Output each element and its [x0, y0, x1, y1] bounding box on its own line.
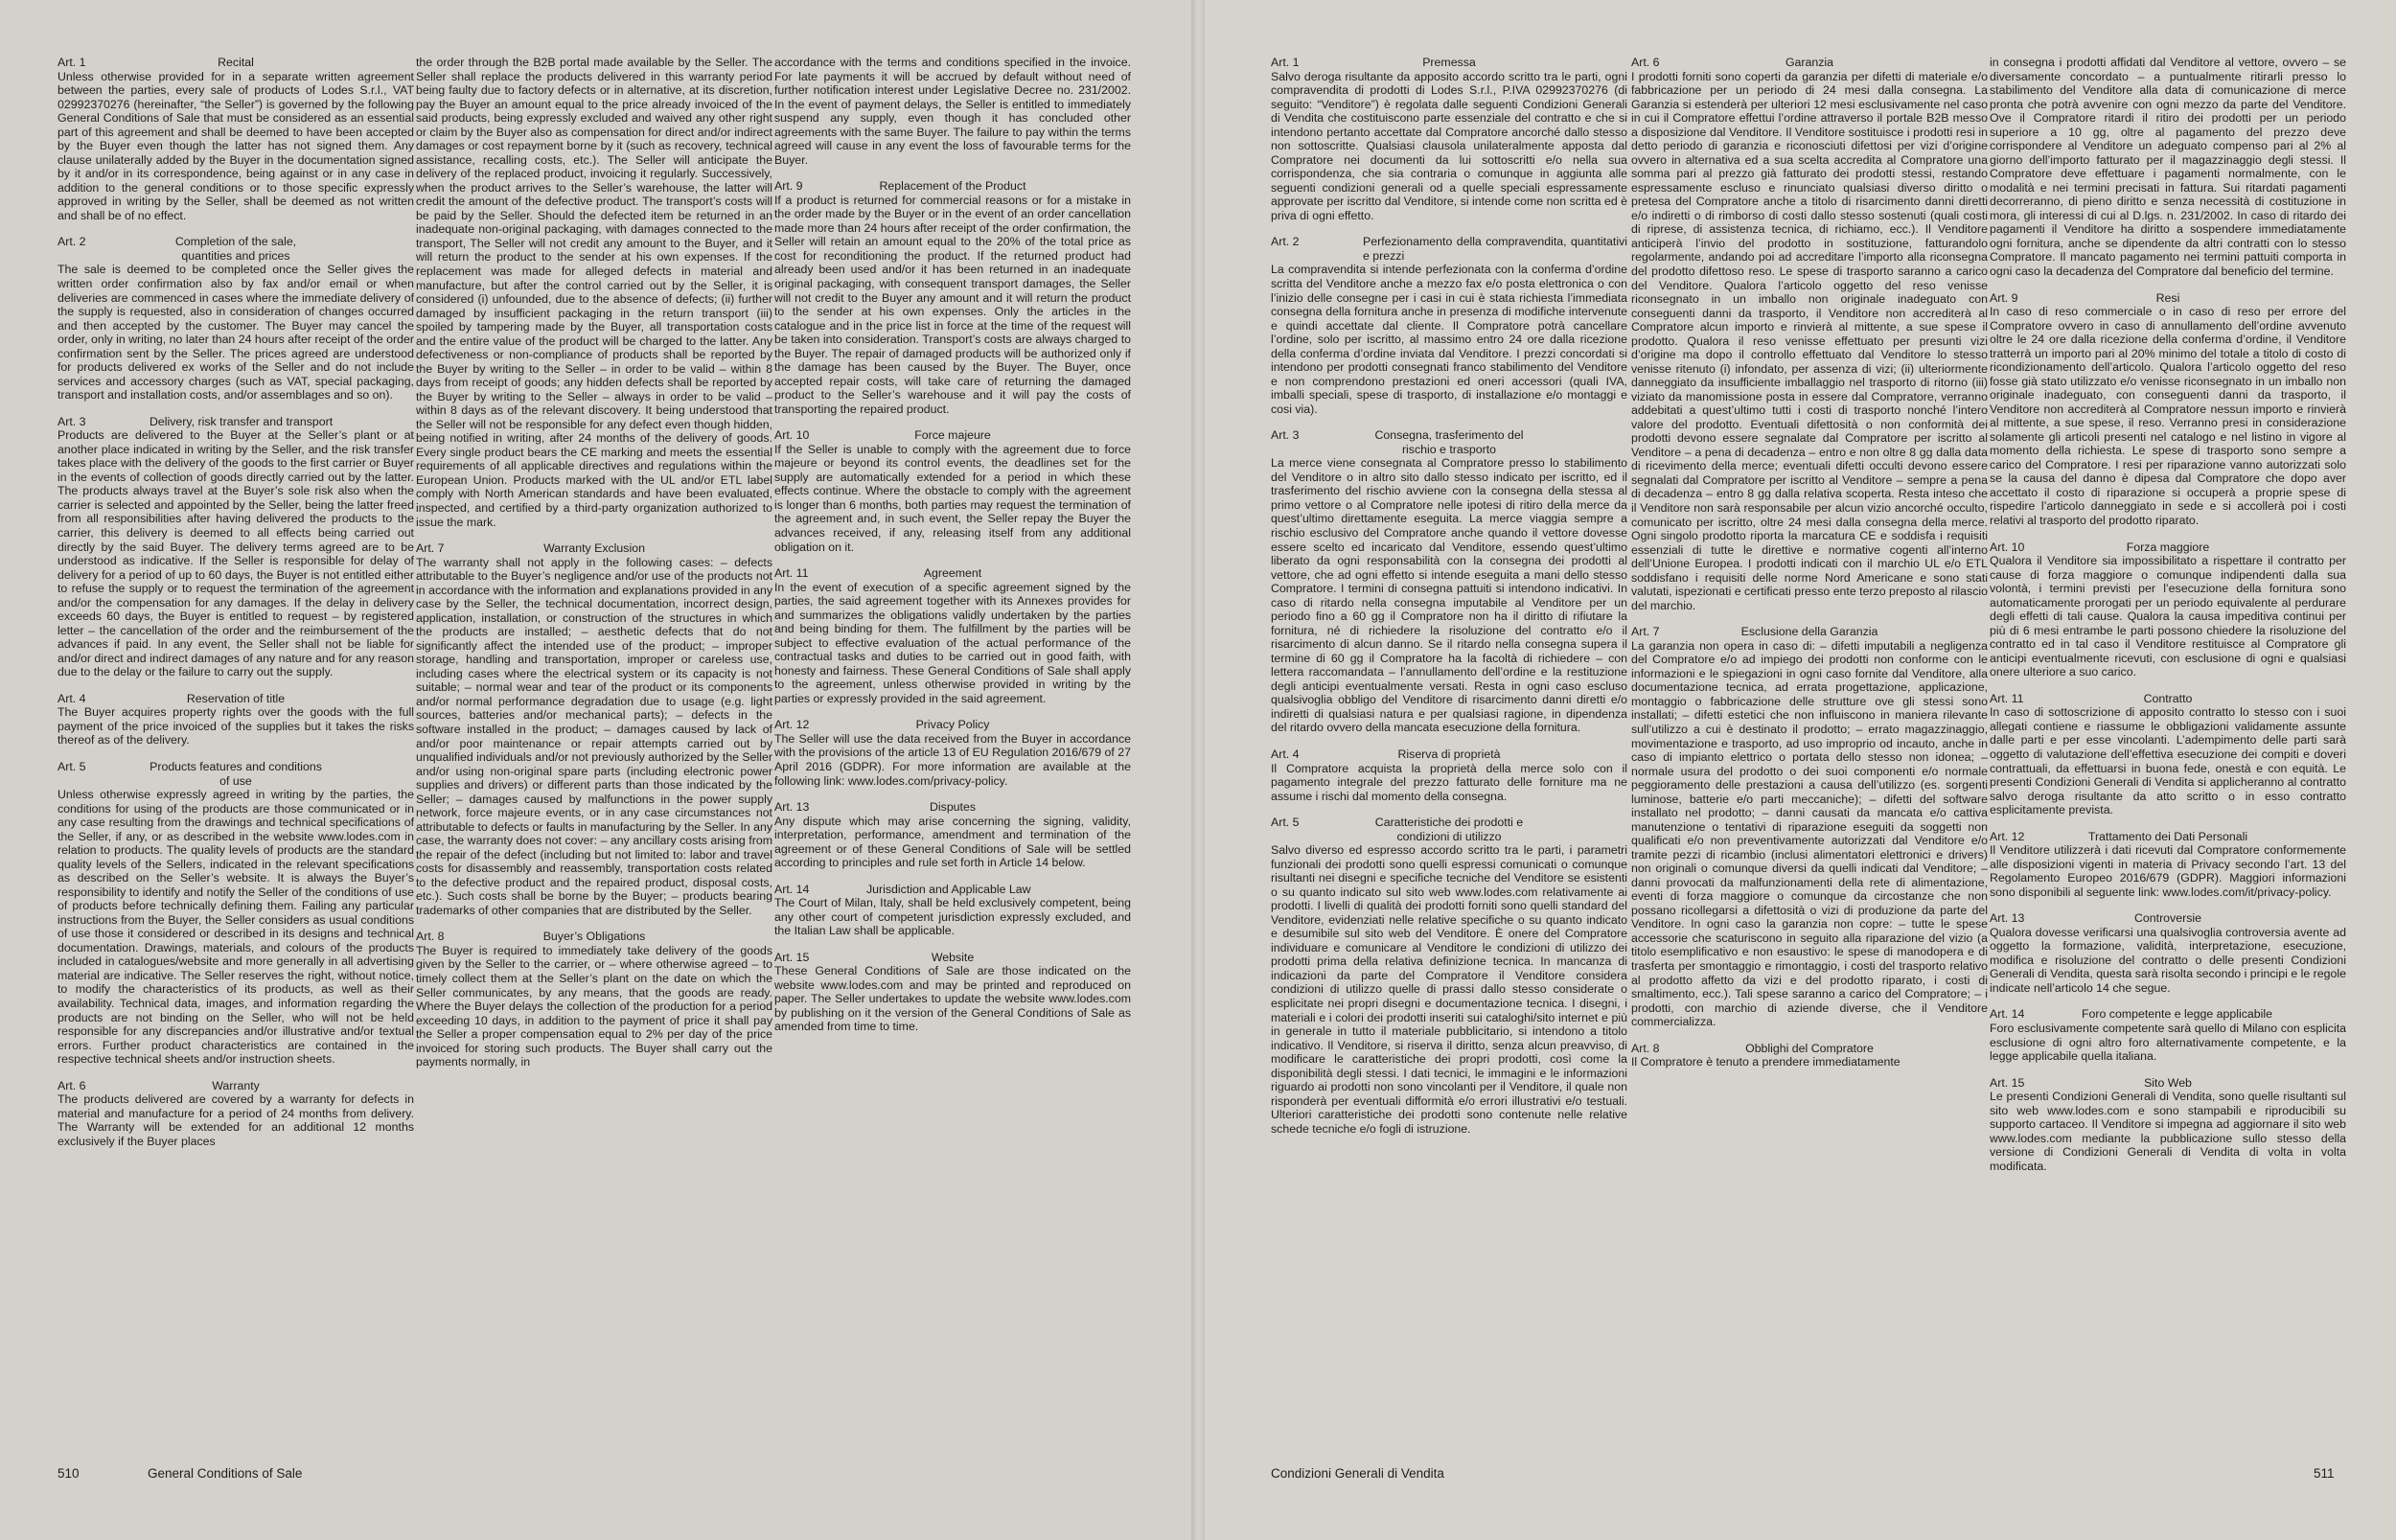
article-title: Forza maggiore	[2126, 540, 2210, 554]
left-footer-title: General Conditions of Sale	[148, 1466, 303, 1481]
article-body: La merce viene consegnata al Compratore presso lo stabilimento del Venditore o in altro sito dallo stesso indicato per iscritto, ed il trasferimento del rischio avviene con la consegna della stessa al primo vettore o al Compratore nelle ipotesi di ritiro della merce da quest’ultimo direttamente eseguita. La merce viaggia sempre a rischio esclusivo del Compratore anche quando il vettore dovesse essere scelto ed incaricato dal Venditore, essendo quest’ultimo liberato da ogni responsabilità con la consegna dei prodotti al vettore, che ad ogni effetto si intende eseguita a mani dello stesso Compratore. I termini di consegna pattuiti si intendono indicativi. In caso di ritardo nella consegna imputabile al Venditore per un periodo fino a 60 gg il Compratore non ha il diritto di rifiutare la fornitura, né di richiedere la risoluzione del contratto e/o il risarcimento di alcun danno. Se il ritardo nella consegna supera il termine di 60 gg il Compratore ha la facoltà di richiedere – con lettera raccomandata – l’annullamento dell’ordine e la restituzione degli anticipi eventualmente versati. Resta in ogni caso escluso qualsivoglia obbligo del Venditore di risarcimento danni diretti e/o indiretti di qualsiasi natura e per qualsiasi ragione, in dipendenza del ritardo ovvero della mancata esecuzione della fornitura.	[1271, 456, 1627, 735]
article-heading	[58, 415, 414, 429]
right-column-2	[1631, 56, 1988, 1464]
article-body: The products delivered are covered by a warranty for defects in material and manufacture for a period of 24 months from delivery. The Warranty will be extended for an additional 12 months exclusively if the Buyer places	[58, 1092, 414, 1148]
article	[58, 760, 414, 1067]
right-page-number: 511	[2314, 1466, 2335, 1481]
article-title: Privacy Policy	[915, 718, 990, 732]
article-heading	[416, 930, 772, 944]
article-body: the order through the B2B portal made available by the Seller. The Seller shall replace the products delivered in this warranty period being faulty due to factory defects or in alternative, at its discretion, pay the Buyer an amount equal to the price already invoiced of the said products, being expressly excluded and waived any other right or claim by the Buyer also as compensation for direct and/or indirect damages or cost repayment borne by it (such as recovery, technical assistance, recalling costs, etc.). The Seller will anticipate the delivery of the replaced product, invoicing it regularly. Successively, when the product arrives to the Seller’s warehouse, the latter will credit the amount of the defective product. The transport’s costs will be paid by the Seller. Should the defected item be returned in an inadequate non-original packaging, with damages connected to the transport, The Seller will not credit any amount to the Buyer, and it will return the product to the sender at his own expenses. If the replacement was made for alleged defects in material and manufacture, but after the control carried out by the Seller, it is considered (i) unfounded, due to the absence of defects; (ii) further damaged by insufficient packaging in the return transport (iii) spoiled by tampering made by the Buyer, all transportation costs and the entire value of the product will be charged to the latter. Any defectiveness or non-compliance of products shall be reported by the Buyer by writing to the Seller – in order to be valid – within 8 days from receipt of goods; any hidden defects shall be reported by the Buyer by writing to the Seller – always in order to be valid – within 8 days as of the relevant discovery. It being understood that the Seller will not be responsible for any defect even though hidden, being notified in writing, after 24 months of the delivery of goods. Every single product bears the CE marking and meets the essential requirements of all applicable directives and regulations within the European Union. Products marked with the UL and/or ETL label comply with North American standards and have been evaluated, inspected, and certified by a third-party organization authorized to issue the mark.	[416, 56, 772, 529]
article-heading	[1271, 428, 1627, 456]
article-title: Website	[931, 950, 975, 964]
article	[1990, 56, 2346, 279]
article	[1990, 830, 2346, 900]
left-column-2	[416, 56, 772, 1464]
article-number: Art. 9	[1990, 290, 2018, 305]
article-title: Agreement	[923, 566, 982, 581]
article-body: La garanzia non opera in caso di: – difetti imputabili a negligenza del Compratore e/o ad impiego dei prodotti non conforme con le informazioni e le spiegazioni in ogni caso fornite dal Venditore, alla documentazione tecnica, ad errata progettazione, applicazione, montaggio o fabbricazione delle strutture ove gli stessi sono installati; – difetti estetici che non influiscono in maniera rilevante sull’utilizzo a cui è destinato il prodotto; – errato magazzinaggio, movimentazione e trasporto, ad uso improprio od incauto, anche in caso di impianto elettrico o portata dello stesso non idonea; – normale usura del prodotto o dei suoi componenti e/o normale peggioramento delle prestazioni a causa dell’utilizzo (es. sorgenti luminose, batterie e/o parti meccaniche); – difetti del software installato nel prodotto; – danni causati da mancata e/o cattiva manutenzione o tentativi di riparazione eseguiti da soggetti non qualificati e/o non preventivamente autorizzati dal Venditore e/o tramite pezzi di ricambio (inclusi alimentatori elettronici e drivers) non originali o comunque diversi da quelli indicati dal Venditore; – danni provocati da malfunzionamenti della rete di alimentazione, eventi di forza maggiore o comunque da circostanze che non possano ricollegarsi a difettosità o vizi di produzione da parte del Venditore. In ogni caso la garanzia non copre: – tutte le spese accessorie che scaturiscono in seguito alla riparazione del vizio (a titolo esemplificativo e non esaustivo: le spese di manodopera e di trasferta per smontaggio e rimontaggio, i costi del trasporto relativo al prodotto affetto da vizi e del prodotto riparato, i costi di smaltimento, ecc.). Tali spese saranno a carico del Compratore; – i prodotti, con marchio di aziende diverse, che il Venditore commercializza.	[1631, 638, 1988, 1029]
article-number: Art. 1	[58, 56, 86, 69]
article-title: Resi	[2155, 290, 2180, 305]
article-number: Art. 1	[1271, 56, 1300, 69]
article-body: Il Venditore utilizzerà i dati ricevuti dal Compratore conformemente alle disposizioni vigenti in materia di Privacy secondo l’art. 13 del Regolamento Europeo 2016/679 (GDPR). Maggiori informazioni sono disponibili al seguente link: www.lodes.com/it/privacy-policy.	[1990, 843, 2346, 899]
article	[774, 883, 1131, 938]
article-heading	[1990, 1007, 2346, 1022]
article-title: Force majeure	[914, 428, 991, 443]
article-title: Caratteristiche dei prodotti e condizioni di utilizzo	[1374, 816, 1524, 843]
article	[1990, 1076, 2346, 1174]
article	[416, 56, 772, 529]
article	[1990, 291, 2346, 528]
article-number: Art. 3	[1271, 428, 1300, 443]
article-body: Any dispute which may arise concerning the signing, validity, interpretation, performance, amendment and termination of the agreement or of these General Conditions of Sale will be settled according to principles and rule set forth in Article 14 below.	[774, 814, 1131, 870]
article-number: Art. 11	[774, 566, 809, 581]
article-title: Completion of the sale, quantities and prices	[174, 235, 297, 263]
article-heading	[1271, 235, 1627, 263]
article-body: The sale is deemed to be completed once the Seller gives the written order confirmation also by fax and/or email or when deliveries are commenced in cases where the immediate delivery of the supply is requested, also in consideration of changes occurred and then accepted by the customer. The Buyer may cancel the order, only in writing, no later than 24 hours after receipt of the order confirmation sent by the Seller. The prices agreed are understood for products delivered ex works of the Seller and do not include services and accessory charges (such as VAT, special packaging, transport and installation costs, and/or assemblages and so on).	[58, 263, 414, 402]
article-number: Art. 15	[1990, 1075, 2025, 1090]
article-body: Products are delivered to the Buyer at the Seller’s plant or at another place indicated in writing by the Seller, and the risk transfer takes place with the delivery of the goods to the first carrier or Buyer in the events of collection of goods directly carried out by the latter. The products always travel at the Buyer’s sole risk also when the carrier is selected and appointed by the Seller, being the latter freed from all responsibilities after having delivered the products to the carrier, this delivery is deemed to all effects being carried out directly by the said Buyer. The delivery terms agreed are to be understood as indicative. If the Seller is responsible for delay of delivery for a period of up to 60 days, the Buyer is not entitled either to refuse the supply or to request the termination of the agreement and/or the compensation for any damages. If the delay in delivery exceeds 60 days, the Buyer is entitled to request – by registered letter – the cancellation of the order and the reimbursement of the advances if paid. In any event, the Seller shall not be liable for and/or direct and indirect damages of any nature and for any reason due to the delay or the failure to carry out the supply.	[58, 428, 414, 679]
article-heading	[1631, 625, 1988, 639]
article-number: Art. 9	[774, 179, 803, 194]
article	[774, 566, 1131, 705]
book-gutter	[1191, 0, 1205, 1540]
left-page-number: 510	[58, 1466, 80, 1481]
article	[1990, 1007, 2346, 1063]
article-heading	[774, 800, 1131, 815]
left-column-3	[774, 56, 1131, 1464]
article-body: La compravendita si intende perfezionata con la conferma d’ordine scritta del Venditore anche a mezzo fax e/o posta elettronica o con l’inizio delle consegne per i casi in cui è stata richiesta l’immediata consegna della fornitura anche in presenza di modifiche intervenute e quindi accettate dal cliente. Il Compratore potrà cancellare l’ordine, solo per iscritto, al massimo entro 24 ore dalla ricezione della conferma d’ordine inviata dal Venditore. I prezzi concordati si intendono per prodotti consegnati franco stabilimento del Venditore e non comprendono prestazioni ed oneri accessori (quali IVA, imballi speciali, spese di trasporto, di installazione e/o montaggi e cosi via).	[1271, 263, 1627, 416]
article-heading	[1990, 911, 2346, 926]
article-body: Qualora dovesse verificarsi una qualsivoglia controversia avente ad oggetto la formazione, validità, interpretazione, esecuzione, modifica e risoluzione del contratto o delle presenti Condizioni Generali di Vendita, questa sarà risolta secondo i principi e le regole indicate nell’articolo 14 che segue.	[1990, 925, 2346, 995]
article-title: Buyer’s Obligations	[542, 930, 646, 944]
right-column-1	[1271, 56, 1627, 1464]
article-heading	[774, 428, 1131, 443]
article-title: Reservation of title	[186, 691, 286, 705]
article	[774, 718, 1131, 788]
article-number: Art. 3	[58, 414, 86, 428]
article-number: Art. 5	[58, 759, 86, 773]
article-heading	[1990, 1076, 2346, 1091]
article	[1631, 56, 1988, 612]
article	[1631, 625, 1988, 1028]
article-number: Art. 11	[1990, 691, 2024, 705]
article-title: Jurisdiction and Applicable Law	[866, 882, 1031, 896]
right-column-3	[1990, 56, 2346, 1464]
article-heading	[1631, 1042, 1988, 1056]
article-body: In caso di sottoscrizione di apposito contratto lo stesso con i suoi allegati contiene e riassume le obbligazioni validamente assunte dalle parti e per esse vincolanti. L’adempimento delle parti sarà oggetto di valutazione dell’effettiva esecuzione dei compiti e doveri contrattuali, da effettuarsi in buona fede, onestà e con equità. Le presenti Condizioni Generali di Vendita si applicheranno al contratto salvo deroga risultante da atto scritto o in esso contratto esplicitamente prevista.	[1990, 705, 2346, 817]
article-body: Qualora il Venditore sia impossibilitato a rispettare il contratto per cause di forza maggiore o comunque indipendenti dalla sua volontà, i termini previsti per l’esecuzione della fornitura sono automaticamente prorogati per un periodo equivalente al perdurare degli effetti di tali cause. Qualora la causa impeditiva continui per più di 6 mesi entrambe le parti possono chiedere la risoluzione del contratto ed in tal caso il Venditore restituisce al Compratore gli anticipi eventualmente ricevuti, con esclusione di ogni e qualsiasi onere ulteriore a suo carico.	[1990, 554, 2346, 679]
article-title: Products features and conditions of use	[150, 759, 322, 788]
article-heading	[1990, 830, 2346, 844]
article-body: In the event of execution of a specific agreement signed by the parties, the said agreement together with its Annexes provides for and summarizes the obligations validly undertaken by the parties and being binding for them. The fulfillment by the parties will be subject to effective evaluation of the actual performance of the contractual tasks and duties to be carried out in good faith, with honesty and fairness. These General Conditions of Sale shall apply to the agreement, unless otherwise provided in writing by the parties or expressly provided in the said agreement.	[774, 580, 1131, 705]
article-heading	[774, 179, 1131, 194]
article-number: Art. 5	[1271, 816, 1300, 830]
article-body: Unless otherwise expressly agreed in writing by the parties, the conditions for using of the products are those communicated or in any case resulting from the drawings and technical specifications of the Seller, if any, or as described in the website www.lodes.com in relation to products. The quality levels of products are the standard quality levels of the Sellers, indicated in the relevant specifications as described on the Seller’s website. It is always the Buyer’s responsibility to identify and notify the Seller of the conditions of use of products before technically defining them. Failing any particular instructions from the Buyer, the Seller considers as usual conditions of use those it considered or described in its designs and technical documentation. Drawings, materials, and colours of the products included in catalogues/website and more generally in all advertising material are indicative. The Seller reserves the right, without notice, to modify the characteristics of its products, as well as their availability. Technical data, images, and information regarding the products are not binding on the Seller, who will not be held responsible for any discrepancies and/or illustrative and/or textual errors. Further product characteristics are contained in the respective technical sheets and/or instruction sheets.	[58, 788, 414, 1067]
article-number: Art. 13	[1990, 911, 2025, 926]
right-page	[1198, 0, 2396, 1540]
article-heading	[774, 718, 1131, 732]
article-body: If a product is returned for commercial reasons or for a mistake in the order made by the Buyer or in the event of an order cancellation made more than 24 hours after receipt of the order confirmation, the Seller will retain an amount equal to the 20% of the total price as cost for reconditioning the product. If the returned product had already been used and/or it has been returned in an inadequate original packaging, with consequent transport damages, the Seller will not credit to the Buyer any amount and it will return the product to the sender at his own expenses. Only the articles in the catalogue and in the price list in force at the time of the request will be taken into consideration. Transport’s costs are always charged to the Buyer. The repair of damaged products will be authorized only if the damage has been caused by the Buyer. The Buyer, once accepted repair costs, will take care of returning the damaged product to the Seller’s warehouse and it will pay the costs of transporting the repaired product.	[774, 193, 1131, 416]
article	[1990, 911, 2346, 995]
article	[774, 179, 1131, 416]
article-number: Art. 7	[416, 541, 445, 556]
article-body: These General Conditions of Sale are those indicated on the website www.lodes.com and may be printed and reproduced on paper. The Seller undertakes to update the website www.lodes.com by publishing on it the version of the General Conditions of Sale as amended from time to time.	[774, 964, 1131, 1034]
article-number: Art. 6	[1631, 56, 1660, 69]
article	[58, 56, 414, 222]
article-title: Sito Web	[2144, 1075, 2192, 1090]
article-heading	[1990, 291, 2346, 306]
article	[58, 415, 414, 679]
article-body: Il Compratore è tenuto a prendere immediatamente	[1631, 1055, 1901, 1069]
article-heading	[1271, 747, 1627, 762]
article	[1271, 747, 1627, 803]
article-body: in consegna i prodotti affidati dal Venditore al vettore, ovvero – se diversamente concordato – a puntualmente ritirarli presso lo stabilimento del Venditore alla data di comunicazione di merce pronta che potrà avvenire con ogni mezzo da parte del Venditore. Ove il Compratore ritardi il ritiro dei prodotti per un periodo superiore a 10 gg, oltre al pagamento del prezzo deve corrispondere al Venditore un adeguato compenso pari al 2% al giorno dell’importo fatturato per il magazzinaggio degli stessi. Il Compratore deve effettuare i pagamenti normalmente, con le modalità e nei termini precisati in fattura. Sui ritardati pagamenti decorreranno, di pieno diritto e senza necessità di costituzione in mora, gli interessi di cui al D.lgs. n. 231/2002. In caso di ritardo dei pagamenti il Venditore ha diritto a sospendere immediatamente ogni fornitura, anche se dipendente da altri contratti con lo stesso Compratore. Il mancato pagamento nei termini pattuiti comporta in ogni caso la decadenza del Compratore dal beneficio del termine.	[1990, 56, 2346, 278]
article-title: Premessa	[1422, 56, 1476, 69]
article-body: In caso di reso commerciale o in caso di reso per errore del Compratore ovvero in caso di annullamento dell’ordine avvenuto oltre le 24 ore dalla ricezione della conferma d’ordine, il Venditore tratterrà un importo pari al 20% minimo del totale a titolo di costo di ricondizionamento dell’articolo. Qualora l’articolo oggetto del reso fosse già stato utilizzato e/o venisse riconsegnato in un imballo non originale inadeguato, con conseguenti danni da trasporto, il Venditore non accrediterà al Compratore nessun importo e rinvierà al mittente, a sue spese, il reso. Verranno presi in considerazione solamente gli articoli presenti nel catalogo e nel listino in vigore al momento della richiesta. Le spese di trasporto sono sempre a carico del Compratore. I resi per riparazione vanno autorizzati solo se la causa del danno è dipesa dal Compratore che dopo aver accettato il costo di riparazione si occuperà a proprie spese di rispedire l’articolo danneggiato in sede e si accollerà poi i costi relativi al trasporto del prodotto riparato.	[1990, 305, 2346, 527]
article-number: Art. 2	[58, 235, 86, 249]
article	[58, 692, 414, 747]
right-footer-title: Condizioni Generali di Vendita	[1271, 1466, 1444, 1481]
article-title: Recital	[218, 56, 254, 69]
article	[1271, 235, 1627, 416]
article-body: The Seller will use the data received from the Buyer in accordance with the provisions of the article 13 of EU Regulation 2016/679 of 27 April 2016 (GDPR). For more information are available at the following link: www.lodes.com/privacy-policy.	[774, 731, 1131, 788]
article-title: Warranty	[212, 1078, 260, 1092]
article-body: The warranty shall not apply in the following cases: – defects attributable to the Buyer’s negligence and/or use of the products not in accordance with the information and explanations provided in any case by the Seller, the technical documentation, incorrect design, application, installation, or construction of the structures in which the products are installed; – aesthetic defects that do not significantly affect the intended use of the product; – improper storage, handling and transportation, improper or careless use, including cases where the electrical system or its capacity is not suitable; – normal wear and tear of the product or its components and/or normal performance degradation due to usage (e.g. light sources, batteries and/or mechanical parts); – defects in the software installed in the product; – damages caused by lack of and/or poor maintenance or repair attempts carried out by unqualified individuals and/or not previously authorized by the Seller and/or using non-original spare parts (including electronic power supplies and drivers) or different parts than those indicated by the Seller; – damages caused by malfunctions in the power supply network, force majeure events, or in any case circumstances not attributable to defects or faults in manufacturing by the Seller. In any case, the warranty does not cover: – any ancillary costs arising from the repair of the defect (including but not limited to: labor and travel costs for disassembly and reassembly, transportation costs related to the defective product and the repaired product, disposal costs, etc.). Such costs shall be borne by the Buyer; – products bearing trademarks of other companies that are distributed by the Seller.	[416, 555, 772, 917]
article-body: Unless otherwise provided for in a separate written agreement between the parties, every sale of products of Lodes S.r.l., VAT 02992370276 (hereinafter, “the Seller”) is governed by the following General Conditions of Sale that must be considered as an essential part of this agreement and shall be deemed to have been accepted by the Buyer even though the latter has not signed them. Any clause unilaterally added by the Buyer in the documentation signed by it and/or in its correspondence, being against or in any case in addition to the general conditions or to those specific expressly approved in writing by the Seller, shall be deemed as not written and shall be of no effect.	[58, 69, 414, 222]
article-body: Le presenti Condizioni Generali di Vendita, sono quelle risultanti sul sito web www.lodes.com e sono stampabili e riproducibili su supporto cartaceo. Il Venditore si impegna ad aggiornare il sito web www.lodes.com mediante la pubblicazione sullo stesso della versione di Condizioni Generali di Vendita di volta in volta modificata.	[1990, 1090, 2346, 1173]
article-heading	[58, 56, 414, 70]
article-heading	[58, 235, 414, 263]
article-title: Controversie	[2134, 911, 2201, 926]
article-body: Foro esclusivamente competente sarà quello di Milano con esplicita esclusione di ogni altro foro alternativamente competente, e la legge applicabile quella italiana.	[1990, 1022, 2346, 1064]
article-body: I prodotti forniti sono coperti da garanzia per difetti di materiale e/o fabbricazione per un periodo di 24 mesi dalla consegna. La Garanzia si estenderà per ulteriori 12 mesi esclusivamente nel caso in cui il Compratore effettui l’ordine attraverso il portale B2B messo a disposizione dal Venditore. Il Venditore sostituisce i prodotti resi in detto periodo di garanzia e riconosciuti difettosi per vizi d’origine ovvero in alternativa ed a sua scelta accredita al Compratore una somma pari al prezzo già fatturato dei prodotti stessi, restando espressamente escluso e rinunciato qualsiasi diverso diritto o pretesa del Compratore anche a titolo di risarcimento danni diretti e/o indiretti o di rimborso di costi dallo stesso sostenuti (quali costi di riprese, di assistenza tecnica, di richiamo, ecc.). Il Venditore anticiperà l’invio del prodotto in sostituzione, fatturandolo regolarmente, andando poi ad accreditare l’importo alla riconsegna del prodotto difettoso reso. Le spese di trasporto saranno a carico del Venditore. Qualora l’articolo oggetto del reso venisse riconsegnato in un imballo non originale inadeguato con conseguenti danni da trasporto, il Venditore non accrediterà al Compratore alcun importo e rinvierà al mittente, a sue spese il prodotto. Qualora il reso venisse effettuato per presunti vizi d’origine ma dopo il controllo effettuato dal Venditore lo stesso venisse ritenuto (i) infondato, per assenza di vizi; (ii) ulteriormente danneggiato da insufficiente imballaggio nel trasporto di ritorno (iii) viziato da manomissione posta in essere dal Compratore, verranno addebitati a quest’ultimo tutti i costi di trasporto nonché l’intero valore del prodotto. Eventuali difettosità o non conformità dei prodotti devono essere segnalate dal Compratore per iscritto al Venditore – a pena di decadenza – entro e non oltre 8 gg dalla data di ricevimento della merce; eventuali difetti occulti devono essere segnalati dal Compratore per iscritto al Venditore – sempre a pena di decadenza – entro 8 gg dalla relativa scoperta. Resta inteso che il Venditore non sarà responsabile per alcun vizio ancorché occulto, comunicato per iscritto, oltre 24 mesi dalla consegna della merce. Ogni singolo prodotto riporta la marcatura CE e soddisfa i requisiti essenziali di tutte le direttive e normative cogenti all’interno dell’Unione Europea. I prodotti indicati con il marchio UL e/o ETL soddisfano i requisiti delle norme Nord Americane e sono stati valutati, ispezionati e certificati presso ente terzo preposto al rilascio del marchio.	[1631, 69, 1988, 612]
article	[1271, 428, 1627, 735]
article-heading	[58, 1079, 414, 1093]
article	[416, 930, 772, 1069]
article-number: Art. 8	[416, 930, 445, 944]
article-body: The Buyer acquires property rights over the goods with the full payment of the price invoiced of the supplies but it takes the risks thereof as of the delivery.	[58, 705, 414, 747]
article-title: Warranty Exclusion	[543, 541, 645, 556]
article-title: Riserva di proprietà	[1397, 747, 1501, 761]
article-heading	[1271, 816, 1627, 843]
article-title: Consegna, trasferimento del rischio e trasporto	[1374, 428, 1524, 456]
article-number: Art. 8	[1631, 1041, 1660, 1055]
article-title: Garanzia	[1785, 56, 1834, 69]
article-body: If the Seller is unable to comply with the agreement due to force majeure or beyond its control events, the deadlines set for the supply are automatically extended for a period in which these effects continue. Where the obstacle to comply with the agreement is longer than 6 months, both parties may request the termination of the agreement and, in such event, the Seller repay the Buyer the advances received, if any, releasing itself from any additional obligation on it.	[774, 442, 1131, 554]
article-number: Art. 4	[1271, 747, 1300, 761]
article-heading	[416, 541, 772, 556]
article-heading	[1631, 56, 1988, 70]
left-column-1	[58, 56, 414, 1464]
article-number: Art. 14	[774, 882, 810, 896]
article-number: Art. 13	[774, 800, 810, 815]
article-number: Art. 2	[1271, 235, 1300, 249]
article-heading	[58, 692, 414, 706]
article-number: Art. 4	[58, 691, 86, 705]
article-number: Art. 12	[1990, 829, 2025, 843]
article-body: The Buyer is required to immediately take delivery of the goods given by the Seller to the carrier, or – where otherwise agreed – to timely collect them at the Seller’s plant on the date on which the Seller communicates, by any means, that the goods are ready. Where the Buyer delays the collection of the production for a period exceeding 10 days, in addition to the payment of price it shall pay the Seller a proper compensation equal to 2% per day of the price invoiced for storing such products. The Buyer shall carry out the payments normally, in	[416, 943, 772, 1069]
article-heading	[774, 883, 1131, 897]
article-title: Replacement of the Product	[879, 179, 1026, 194]
article-body: Salvo deroga risultante da apposito accordo scritto tra le parti, ogni compravendita di prodotti di Lodes S.r.l., P.IVA 02992370276 (di seguito: “Venditore”) è regolata dalle seguenti Condizioni Generali di Vendita che costituiscono parte essenziale del contratto e che si intendono pertanto accettate dal Compratore ancorché dallo stesso non sottoscritte. Qualsiasi clausola unilateralmente apposta dal Compratore nei documenti da lui sottoscritti e/o nella sua corrispondenza, che sia contraria o comunque in aggiunta alle seguenti condizioni generali od a quelle speciali espressamente approvate per iscritto dal Venditore, si intende come non scritta ed è priva di ogni effetto.	[1271, 69, 1627, 222]
article	[1631, 1042, 1988, 1069]
article-heading	[1990, 692, 2346, 706]
article	[1271, 816, 1627, 1136]
article-number: Art. 14	[1990, 1007, 2025, 1022]
article	[416, 541, 772, 917]
article-title: Delivery, risk transfer and transport	[150, 414, 334, 428]
article-title: Foro competente e legge applicabile	[2082, 1007, 2273, 1022]
article-body: accordance with the terms and conditions specified in the invoice. For late payments it will be accrued by default without need of further notification interest under Legislative Decree no. 231/2002. In the event of payment delays, the Seller is entitled to immediately suspend any supply, even though it has concluded other agreements with the same Buyer. The failure to pay within the terms agreed will cause in any event the loss of favourable terms for the Buyer.	[774, 56, 1131, 167]
article	[1990, 692, 2346, 817]
article-number: Art. 15	[774, 950, 810, 964]
article-title: Trattamento dei Dati Personali	[2087, 829, 2248, 843]
article-title: Disputes	[929, 800, 977, 815]
article-number: Art. 10	[774, 428, 810, 443]
article-body: Salvo diverso ed espresso accordo scritto tra le parti, i parametri funzionali dei prodotti sono quelli espressi comunicati o comunque risultanti nei disegni e specifiche tecniche del Venditore se esistenti o su quanto indicato sul sito web www.lodes.com relativamente ai prodotti. I livelli di qualità dei prodotti forniti sono quelli standard del Venditore, evidenziati nelle relative specifiche o su quanto indicato e desumibile sul sito web del Venditore. È onere del Compratore individuare e comunicare al Venditore le condizioni di utilizzo dei prodotti prima della relativa definizione tecnica. In mancanza di indicazioni da parte del Compratore il Venditore considera condizioni di utilizzo quelle di prassi dallo stesso considerate o esplicitate nei propri disegni e documentazione tecnica. I disegni, i materiali e i colori dei prodotti inseriti sui cataloghi/sito internet e più in generale in tutto il materiale pubblicitario, si intendono a titolo indicativo. Il Venditore, si riserva il diritto, senza alcun preavviso, di modificare le caratteristiche dei propri prodotti, così come la disponibilità degli stessi. I dati tecnici, le immagini e le informazioni riguardo ai prodotti non sono vincolanti per il Venditore, il quale non risponderà per eventuali difformità e/o errori illustrativi e/o testuali. Ulteriori caratteristiche dei prodotti sono contenute nelle relative schede tecniche e/o fogli di istruzione.	[1271, 843, 1627, 1136]
article-number: Art. 10	[1990, 540, 2025, 554]
article-number: Art. 7	[1631, 625, 1660, 639]
article-title: Perfezionamento della compravendita, quantitativi e prezzi	[1363, 235, 1627, 263]
article-heading	[774, 951, 1131, 965]
article	[774, 800, 1131, 870]
article-heading	[1271, 56, 1627, 70]
article	[58, 1079, 414, 1149]
article-number: Art. 6	[58, 1078, 86, 1092]
article	[774, 951, 1131, 1034]
article	[1271, 56, 1627, 222]
article-title: Esclusione della Garanzia	[1740, 625, 1878, 639]
article	[774, 428, 1131, 554]
article-number: Art. 12	[774, 718, 810, 732]
article-heading	[774, 566, 1131, 581]
article-body: The Court of Milan, Italy, shall be held exclusively competent, being any other court of competent jurisdiction expressly excluded, and the Italian Law shall be applicable.	[774, 896, 1131, 938]
article	[58, 235, 414, 402]
article-title: Obblighi del Compratore	[1745, 1041, 1874, 1055]
article-heading	[58, 760, 414, 788]
article-body: Il Compratore acquista la proprietà della merce solo con il pagamento integrale del prezzo fatturato delle forniture ma ne assume i rischi dal momento della consegna.	[1271, 761, 1627, 803]
article-heading	[1990, 540, 2346, 555]
article	[1990, 540, 2346, 679]
article	[774, 56, 1131, 167]
article-title: Contratto	[2143, 691, 2193, 705]
